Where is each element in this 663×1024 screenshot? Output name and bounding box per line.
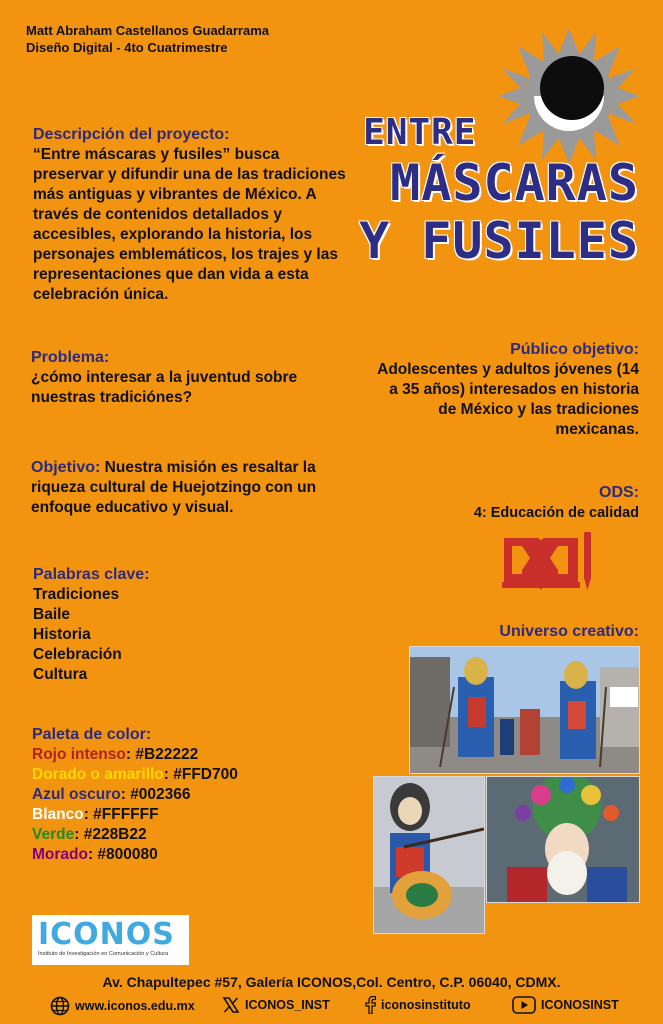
palette-color-hex: : #800080	[87, 846, 158, 863]
palette-color-name: Morado	[32, 846, 88, 863]
palette-color-name: Blanco	[32, 806, 84, 823]
youtube-handle-text: ICONOSINST	[541, 998, 619, 1012]
title-line-3: Y FUSILES	[359, 212, 639, 270]
palette-color-hex: : #B22222	[125, 746, 199, 763]
keywords-section	[33, 565, 150, 685]
globe-icon	[50, 996, 70, 1016]
problem-heading: Problema:	[31, 349, 110, 366]
audience-text: Adolescentes y adultos jóvenes (14 a 35 años) interesados en historia de México y las tradiciones mexicanas.	[377, 361, 639, 438]
youtube-icon	[512, 996, 536, 1014]
palette-color-name: Rojo intenso	[32, 746, 126, 763]
facebook-handle-text: iconosinstituto	[381, 998, 471, 1012]
ods-section	[474, 483, 639, 523]
x-handle-text: ICONOS_INST	[245, 998, 330, 1012]
palette-item	[32, 785, 238, 805]
keyword-item: Tradiciones	[33, 586, 120, 603]
keywords-heading: Palabras clave:	[33, 566, 150, 583]
problem-section	[31, 348, 331, 408]
keyword-item: Celebración	[33, 646, 122, 663]
palette-list	[32, 745, 238, 865]
book-pencil-icon	[502, 532, 594, 594]
palette-color-hex: : #228B22	[74, 826, 147, 843]
iconos-logo	[32, 915, 189, 965]
palette-color-name: Azul oscuro	[32, 786, 121, 803]
problem-text: ¿cómo interesar a la juventud sobre nuestras tradiciónes?	[31, 369, 298, 406]
ods-text: 4: Educación de calidad	[473, 505, 639, 521]
keyword-item: Baile	[33, 606, 71, 623]
facebook-icon	[364, 996, 376, 1014]
iconos-logo-wordmark: ICONOS	[38, 917, 175, 952]
title-line-1: ENTRE	[363, 112, 477, 153]
palette-color-name: Dorado o amarillo	[32, 766, 164, 783]
palette-color-hex: : #FFFFFF	[83, 806, 159, 823]
iconos-logo-subtitle: Instituto de Investigación en Comunicación y Cultura	[38, 951, 169, 957]
palette-section	[32, 725, 238, 865]
youtube-link[interactable]	[512, 996, 619, 1014]
mask-photo	[486, 776, 640, 903]
palette-color-name: Verde	[32, 826, 75, 843]
palette-item	[32, 765, 238, 785]
author-block	[26, 22, 269, 56]
palette-item	[32, 845, 238, 865]
description-text: “Entre máscaras y fusiles” busca preservar y difundir una de las tradiciones más antiguas y vibrantes de México. A través de contenidos detallados y accesibles, explorando la historia, los personajes emblemáticos, los trajes y las representaciones que dan vida a esta celebración única.	[33, 146, 346, 303]
palette-item	[32, 745, 238, 765]
x-logo-icon	[222, 996, 240, 1014]
x-link[interactable]	[222, 996, 330, 1014]
warrior-photo-image	[374, 777, 485, 934]
website-text: www.iconos.edu.mx	[75, 999, 195, 1013]
keyword-item: Cultura	[33, 666, 88, 683]
warrior-photo	[373, 776, 485, 934]
description-section	[33, 125, 353, 305]
mask-photo-image	[487, 777, 640, 903]
poster-title	[359, 112, 639, 270]
author-course: Diseño Digital - 4to Cuatrimestre	[26, 40, 228, 55]
title-line-2: MÁSCARAS	[390, 154, 639, 212]
palette-item	[32, 805, 238, 825]
website-link[interactable]	[50, 996, 195, 1016]
author-name: Matt Abraham Castellanos Guadarrama	[26, 23, 269, 38]
objective-heading: Objetivo:	[31, 459, 101, 476]
audience-heading: Público objetivo:	[510, 341, 639, 358]
palette-heading: Paleta de color:	[32, 726, 152, 743]
audience-section	[369, 340, 639, 440]
objective-section	[31, 458, 341, 518]
ods-heading: ODS:	[599, 484, 639, 501]
keywords-list	[33, 585, 150, 685]
creative-universe-heading: Universo creativo:	[499, 623, 639, 640]
keyword-item: Historia	[33, 626, 91, 643]
palette-color-hex: : #FFD700	[163, 766, 238, 783]
objective-text: Nuestra misión es resaltar la riqueza cultural de Huejotzingo con un enfoque educativo y visual.	[31, 459, 317, 516]
description-heading: Descripción del proyecto:	[33, 126, 230, 143]
palette-color-hex: : #002366	[120, 786, 191, 803]
palette-item	[32, 825, 238, 845]
parade-photo-image	[410, 647, 640, 774]
facebook-link[interactable]	[364, 996, 471, 1014]
parade-photo	[409, 646, 640, 774]
footer-address: Av. Chapultepec #57, Galería ICONOS,Col. Centro, C.P. 06040, CDMX.	[102, 974, 561, 990]
